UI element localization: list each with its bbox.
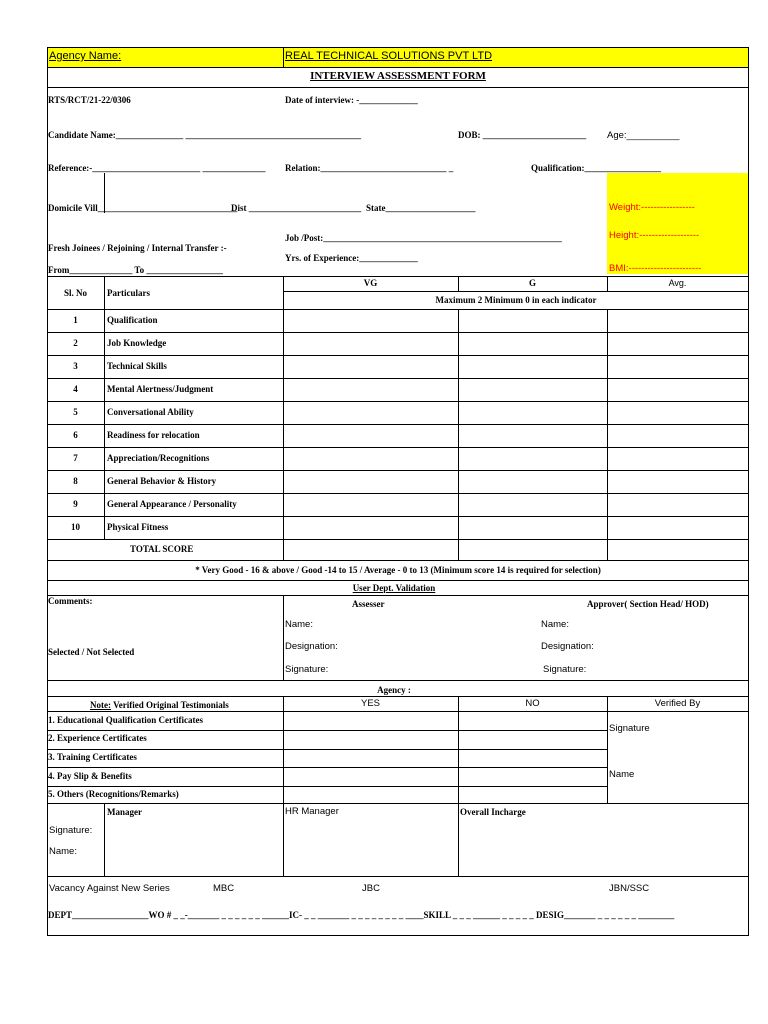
row-label: Readiness for relocation bbox=[107, 430, 200, 440]
col-no: NO bbox=[525, 698, 540, 709]
dob-field[interactable]: DOB: _______________________ bbox=[458, 130, 587, 140]
assessor-label: Assesser bbox=[352, 599, 385, 609]
fresh-joinees-label: Fresh Joinees / Rejoining / Internal Transfer :- bbox=[48, 243, 227, 253]
form-title: INTERVIEW ASSESSMENT FORM bbox=[310, 70, 486, 82]
row-number: 4 bbox=[73, 384, 78, 394]
certificate-item: 3. Training Certificates bbox=[48, 752, 137, 762]
col-avg: Avg. bbox=[668, 278, 687, 288]
hr-manager-label: HR Manager bbox=[285, 806, 339, 817]
height-field[interactable]: Height:------------------- bbox=[609, 230, 700, 241]
row-number: 9 bbox=[73, 499, 78, 509]
approver-signature-field[interactable]: Signature: bbox=[543, 664, 587, 675]
bmi-field[interactable]: BMI:----------------------- bbox=[609, 263, 702, 274]
testimonials-note bbox=[90, 700, 229, 710]
approval-signature-field[interactable]: Signature: bbox=[49, 825, 93, 836]
row-label: Conversational Ability bbox=[107, 407, 194, 417]
col-vg: VG bbox=[363, 278, 378, 288]
row-label: General Behavior & History bbox=[107, 476, 217, 486]
col-yes: YES bbox=[360, 698, 380, 709]
scale-note: * Very Good - 16 & above / Good -14 to 15 / Average - 0 to 13 (Minimum score 14 is required for selection) bbox=[195, 565, 601, 575]
row-label: Qualification bbox=[107, 315, 158, 325]
row-number: 6 bbox=[73, 430, 78, 440]
total-score-label: TOTAL SCORE bbox=[130, 544, 194, 554]
reference-field[interactable]: Reference:-________________________ ______________ bbox=[48, 163, 266, 173]
verifier-name-field[interactable]: Name bbox=[609, 769, 635, 780]
approver-designation-field[interactable]: Designation: bbox=[541, 641, 594, 652]
agency-name: REAL TECHNICAL SOLUTIONS PVT LTD bbox=[285, 50, 493, 62]
certificate-item: 4. Pay Slip & Benefits bbox=[48, 771, 132, 781]
approver-label: Approver( Section Head/ HOD) bbox=[587, 599, 709, 609]
age-field[interactable]: Age:__________ bbox=[607, 130, 680, 141]
jbn-ssc-option[interactable]: JBN/SSC bbox=[609, 883, 650, 894]
physical-stats-highlight bbox=[607, 173, 748, 274]
district-field[interactable]: Dist _________________________ bbox=[231, 203, 362, 213]
from-to-field[interactable]: From______________ To _________________ bbox=[48, 265, 223, 275]
manager-label: Manager bbox=[107, 807, 142, 817]
row-number: 7 bbox=[73, 453, 78, 463]
domicile-field[interactable]: Domicile Vill_______________________________ bbox=[48, 203, 238, 213]
assessor-name-field[interactable]: Name: bbox=[285, 619, 313, 630]
validation-title: User Dept. Validation bbox=[352, 583, 436, 593]
selection-status[interactable]: Selected / Not Selected bbox=[48, 647, 135, 657]
row-number: 1 bbox=[73, 315, 78, 325]
date-of-interview-field[interactable]: Date of interview: -_____________ bbox=[285, 95, 418, 105]
assessor-designation-field[interactable]: Designation: bbox=[285, 641, 338, 652]
col-particulars: Particulars bbox=[107, 288, 150, 298]
reference-number: RTS/RCT/21-22/0306 bbox=[48, 95, 131, 105]
row-label: Technical Skills bbox=[107, 361, 167, 371]
jbc-option[interactable]: JBC bbox=[362, 883, 380, 894]
row-number: 3 bbox=[73, 361, 78, 371]
agency-label: Agency Name: bbox=[49, 50, 122, 62]
job-post-field[interactable]: Job /Post:_____________________________________________________ bbox=[285, 233, 562, 243]
col-sl-no: Sl. No bbox=[63, 288, 87, 298]
certificate-item: 1. Educational Qualification Certificates bbox=[48, 715, 203, 725]
qualification-field[interactable]: Qualification:_________________ bbox=[531, 163, 661, 173]
col-g: G bbox=[528, 278, 536, 288]
dept-codes-line[interactable]: DEPT_________________WO # _ _-_______ _ _ _ _ _ _ ______IC- _ _ _______ _ _ _ _ _ _ _ _ ____SKILL _ _ _ ______ _ _ _ _ _ DESIG_______ _ _ _ _ _ _ ________ bbox=[48, 910, 675, 920]
row-number: 8 bbox=[73, 476, 78, 486]
row-number: 5 bbox=[73, 407, 78, 417]
row-number: 2 bbox=[73, 338, 78, 348]
row-label: General Appearance / Personality bbox=[107, 499, 237, 509]
note-text: Verified Original Testimonials bbox=[111, 700, 229, 710]
row-label: Job Knowledge bbox=[107, 338, 167, 348]
assessor-signature-field[interactable]: Signature: bbox=[285, 664, 329, 675]
state-field[interactable]: State____________________ bbox=[366, 203, 476, 213]
experience-field[interactable]: Yrs. of Experience:_____________ bbox=[285, 253, 418, 263]
col-verified-by: Verified By bbox=[654, 698, 701, 709]
candidate-name-field[interactable]: Candidate Name:_______________ _______________________________________ bbox=[48, 130, 361, 140]
certificate-item: 2. Experience Certificates bbox=[48, 733, 147, 743]
approver-name-field[interactable]: Name: bbox=[541, 619, 569, 630]
row-number: 10 bbox=[71, 522, 80, 532]
agency-section-title: Agency : bbox=[377, 685, 411, 695]
comments-label: Comments: bbox=[48, 596, 93, 606]
row-label: Appreciation/Recognitions bbox=[107, 453, 210, 463]
row-label: Mental Alertness/Judgment bbox=[107, 384, 214, 394]
relation-field[interactable]: Relation:____________________________ _ bbox=[285, 163, 454, 173]
approval-name-field[interactable]: Name: bbox=[49, 846, 77, 857]
verifier-signature-field[interactable]: Signature bbox=[609, 723, 650, 734]
mbc-option[interactable]: MBC bbox=[213, 883, 235, 894]
vacancy-label: Vacancy Against New Series bbox=[49, 883, 170, 894]
note-label: Note: bbox=[90, 700, 111, 710]
overall-incharge-label: Overall Incharge bbox=[460, 807, 526, 817]
scoring-rule: Maximum 2 Minimum 0 in each indicator bbox=[435, 295, 597, 305]
certificate-item: 5. Others (Recognitions/Remarks) bbox=[48, 789, 179, 799]
weight-field[interactable]: Weight:----------------- bbox=[609, 202, 695, 213]
row-label: Physical Fitness bbox=[107, 522, 169, 532]
